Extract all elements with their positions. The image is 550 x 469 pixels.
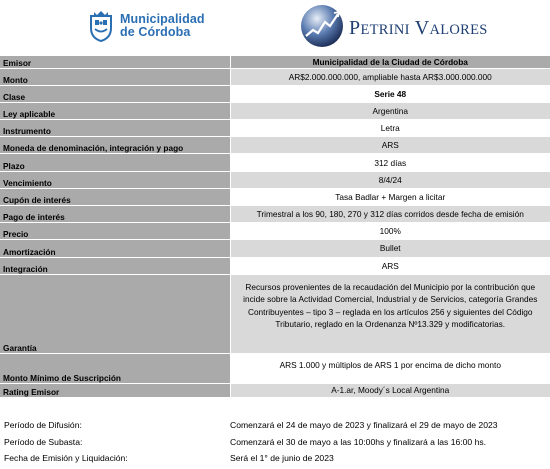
table-row: [0, 188, 550, 205]
row-value: Letra: [230, 120, 550, 137]
footer-value: Comenzará el 30 de mayo a las 10:00hs y finalizará a las 16:00 hs.: [230, 436, 487, 447]
petrini-valores-wordmark: PETRINI VALORES: [349, 17, 488, 39]
row-value: ARS: [230, 257, 550, 274]
table-row: [0, 206, 550, 223]
header-label: Emisor: [0, 56, 230, 68]
terms-table: [0, 56, 550, 398]
footer-value: Comenzará el 24 de mayo de 2023 y finalizará el 29 de mayo de 2023: [230, 420, 498, 430]
row-label: Pago de interés: [0, 206, 230, 223]
row-label: Amortización: [0, 240, 230, 257]
row-label: Integración: [0, 257, 230, 274]
footer-row-difusion: [0, 417, 550, 434]
header-value: Municipalidad de la Ciudad de Córdoba: [230, 56, 550, 68]
table-row: [0, 171, 550, 188]
table-row: [0, 68, 550, 85]
municipalidad-logo-line2: de Córdoba: [120, 25, 191, 39]
table-row: [0, 240, 550, 257]
row-label: Ley aplicable: [0, 102, 230, 119]
table-row: [0, 85, 550, 102]
city-emblem-icon: [88, 10, 114, 42]
footer-row-emision: [0, 450, 550, 467]
row-label: Clase: [0, 85, 230, 102]
row-label: Plazo: [0, 154, 230, 171]
table-row: [0, 223, 550, 240]
monto-minimo-label: Monto Mínimo de Suscripción: [0, 353, 230, 383]
row-value: 8/4/24: [230, 171, 550, 188]
row-value: Tasa Badlar + Margen a licitar: [230, 188, 550, 205]
petrini-valores-logo: [300, 4, 488, 48]
row-value: Trimestral a los 90, 180, 270 y 312 días corridos desde fecha de emisión: [230, 206, 550, 223]
garantia-label: Garantía: [0, 274, 230, 353]
municipalidad-logo-line1: Municipalidad: [120, 12, 205, 26]
table-header-row: [0, 56, 550, 68]
row-value: 312 días: [230, 154, 550, 171]
globe-chart-icon: [300, 4, 344, 48]
footer-label: Período de Difusión:: [4, 420, 82, 430]
row-value: Argentina: [230, 102, 550, 119]
municipalidad-logo: [88, 8, 208, 46]
rating-value: A-1.ar, Moody´s Local Argentina: [230, 383, 550, 397]
footer-label: Fecha de Emisión y Liquidación:: [4, 453, 128, 463]
rating-label: Rating Emisor: [0, 383, 230, 397]
row-value: 100%: [230, 223, 550, 240]
row-value: AR$2.000.000.000, ampliable hasta AR$3.000.000.000: [230, 68, 550, 85]
footer-value: Será el 1° de junio de 2023: [230, 453, 334, 463]
row-value: ARS: [230, 137, 550, 154]
table-row: [0, 257, 550, 274]
table-row: [0, 102, 550, 119]
monto-minimo-value: ARS 1.000 y múltiplos de ARS 1 por encima de dicho monto: [230, 353, 550, 383]
row-value: Serie 48: [230, 85, 550, 102]
table-row-garantia: [0, 274, 550, 353]
row-label: Precio: [0, 223, 230, 240]
row-label: Cupón de interés: [0, 188, 230, 205]
row-label: Moneda de denominación, integración y pago: [0, 137, 230, 154]
header: [0, 0, 550, 54]
footer-row-subasta: [0, 434, 550, 451]
table-row-rating: [0, 383, 550, 397]
table-row: [0, 120, 550, 137]
row-label: Monto: [0, 68, 230, 85]
table-row-monto-minimo: [0, 353, 550, 383]
table-row: [0, 137, 550, 154]
schedule-footer: [0, 417, 550, 467]
row-label: Instrumento: [0, 120, 230, 137]
row-value: Bullet: [230, 240, 550, 257]
table-row: [0, 154, 550, 171]
garantia-value: Recursos provenientes de la recaudación del Municipio por la contribución que incide sobre la Actividad Comercial, Industrial y de Servicios, categoría Grandes Contribuyentes – tipo 3 – reglada en los artículos 256 y siguientes del Código Tributario, reglado en la Ordenanza Nº13.329 y modificatorias.: [230, 274, 550, 353]
row-label: Vencimiento: [0, 171, 230, 188]
footer-label: Período de Subasta:: [4, 436, 83, 447]
